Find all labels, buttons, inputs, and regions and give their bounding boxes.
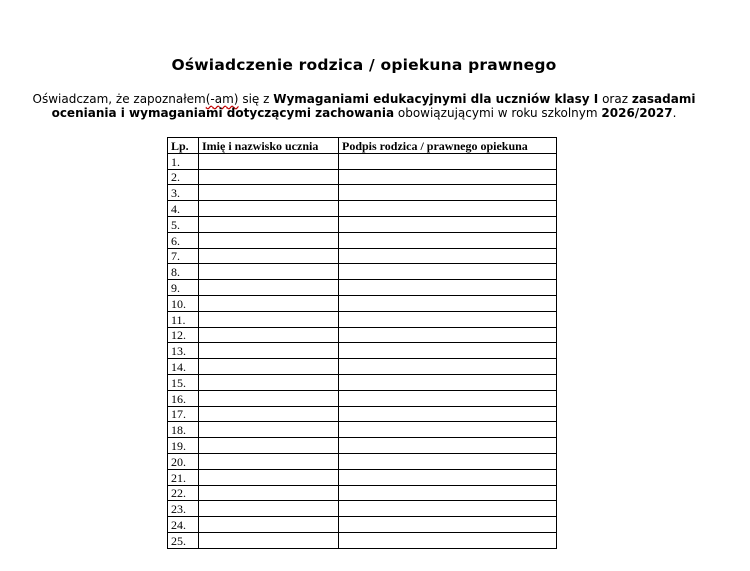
table-row [168, 327, 557, 343]
statement-text-6: . [672, 106, 677, 120]
signature-cell[interactable] [339, 469, 557, 485]
row-number: 1. [168, 153, 199, 169]
student-name-cell[interactable] [199, 485, 339, 501]
table-row [168, 532, 557, 548]
signature-cell[interactable] [339, 438, 557, 454]
student-name-cell[interactable] [199, 390, 339, 406]
statement-bold-2: zasadami oceniania i wymaganiami dotyczącymi zachowania [51, 92, 696, 120]
row-number: 4. [168, 201, 199, 217]
student-name-cell[interactable] [199, 453, 339, 469]
student-name-cell[interactable] [199, 406, 339, 422]
signature-cell[interactable] [339, 485, 557, 501]
table-row [168, 517, 557, 533]
student-name-cell[interactable] [199, 359, 339, 375]
table-row [168, 185, 557, 201]
table-row [168, 216, 557, 232]
signature-cell[interactable] [339, 216, 557, 232]
row-number: 8. [168, 264, 199, 280]
table-row [168, 201, 557, 217]
student-name-cell[interactable] [199, 232, 339, 248]
header-lp: Lp. [168, 138, 199, 154]
statement-text-5: obowiązującymi w roku szkolnym [394, 106, 602, 120]
student-name-cell[interactable] [199, 153, 339, 169]
row-number: 5. [168, 216, 199, 232]
signature-cell[interactable] [339, 532, 557, 548]
row-number: 6. [168, 232, 199, 248]
table-row [168, 485, 557, 501]
signature-cell[interactable] [339, 374, 557, 390]
row-number: 24. [168, 517, 199, 533]
row-number: 20. [168, 453, 199, 469]
table-row [168, 501, 557, 517]
table-header-row [168, 138, 557, 154]
student-name-cell[interactable] [199, 201, 339, 217]
signature-cell[interactable] [339, 327, 557, 343]
signature-cell[interactable] [339, 232, 557, 248]
table-row [168, 295, 557, 311]
row-number: 16. [168, 390, 199, 406]
row-number: 21. [168, 469, 199, 485]
signature-cell[interactable] [339, 185, 557, 201]
row-number: 17. [168, 406, 199, 422]
statement-text-3: się z [238, 92, 274, 106]
student-name-cell[interactable] [199, 327, 339, 343]
statement-text-1: Oświadczam, że zapoznałem [32, 92, 206, 106]
student-name-cell[interactable] [199, 343, 339, 359]
student-name-cell[interactable] [199, 185, 339, 201]
signature-cell[interactable] [339, 343, 557, 359]
table-row [168, 264, 557, 280]
table-row [168, 406, 557, 422]
signature-cell[interactable] [339, 295, 557, 311]
signature-cell[interactable] [339, 406, 557, 422]
header-student-name: Imię i nazwisko ucznia [199, 138, 339, 154]
student-name-cell[interactable] [199, 169, 339, 185]
statement-bold-1: Wymaganiami edukacyjnymi dla uczniów klasy I [273, 92, 599, 106]
student-name-cell[interactable] [199, 438, 339, 454]
table-row [168, 453, 557, 469]
signature-cell[interactable] [339, 311, 557, 327]
row-number: 18. [168, 422, 199, 438]
signature-cell[interactable] [339, 264, 557, 280]
table-row [168, 169, 557, 185]
table-row [168, 422, 557, 438]
student-name-cell[interactable] [199, 216, 339, 232]
table-row [168, 248, 557, 264]
row-number: 23. [168, 501, 199, 517]
signature-cell[interactable] [339, 169, 557, 185]
signature-cell[interactable] [339, 153, 557, 169]
table-body [168, 153, 557, 548]
student-name-cell[interactable] [199, 248, 339, 264]
signature-cell[interactable] [339, 453, 557, 469]
row-number: 11. [168, 311, 199, 327]
student-name-cell[interactable] [199, 374, 339, 390]
table-row [168, 374, 557, 390]
row-number: 3. [168, 185, 199, 201]
signature-cell[interactable] [339, 359, 557, 375]
table-row [168, 280, 557, 296]
student-name-cell[interactable] [199, 295, 339, 311]
table-row [168, 359, 557, 375]
signature-cell[interactable] [339, 390, 557, 406]
signature-cell[interactable] [339, 501, 557, 517]
student-name-cell[interactable] [199, 532, 339, 548]
table-row [168, 438, 557, 454]
document-title: Oświadczenie rodzica / opiekuna prawnego [171, 56, 557, 74]
row-number: 25. [168, 532, 199, 548]
row-number: 2. [168, 169, 199, 185]
table-row [168, 469, 557, 485]
statement-paragraph [10, 92, 718, 120]
row-number: 15. [168, 374, 199, 390]
signature-cell[interactable] [339, 248, 557, 264]
row-number: 9. [168, 280, 199, 296]
signature-cell[interactable] [339, 201, 557, 217]
header-parent-signature: Podpis rodzica / prawnego opiekuna [339, 138, 557, 154]
signature-cell[interactable] [339, 517, 557, 533]
signature-cell[interactable] [339, 280, 557, 296]
row-number: 7. [168, 248, 199, 264]
row-number: 10. [168, 295, 199, 311]
table-row [168, 232, 557, 248]
statement-text-2: (-am) [205, 92, 239, 106]
table-row [168, 153, 557, 169]
row-number: 14. [168, 359, 199, 375]
student-name-cell[interactable] [199, 501, 339, 517]
row-number: 19. [168, 438, 199, 454]
row-number: 12. [168, 327, 199, 343]
student-name-cell[interactable] [199, 264, 339, 280]
student-name-cell[interactable] [199, 311, 339, 327]
table-row [168, 311, 557, 327]
table-row [168, 390, 557, 406]
signature-cell[interactable] [339, 422, 557, 438]
row-number: 22. [168, 485, 199, 501]
statement-text-4: oraz [598, 92, 632, 106]
row-number: 13. [168, 343, 199, 359]
signature-table [167, 137, 557, 549]
statement-bold-3: 2026/2027 [601, 106, 673, 120]
student-name-cell[interactable] [199, 517, 339, 533]
student-name-cell[interactable] [199, 469, 339, 485]
student-name-cell[interactable] [199, 280, 339, 296]
table-row [168, 343, 557, 359]
student-name-cell[interactable] [199, 422, 339, 438]
